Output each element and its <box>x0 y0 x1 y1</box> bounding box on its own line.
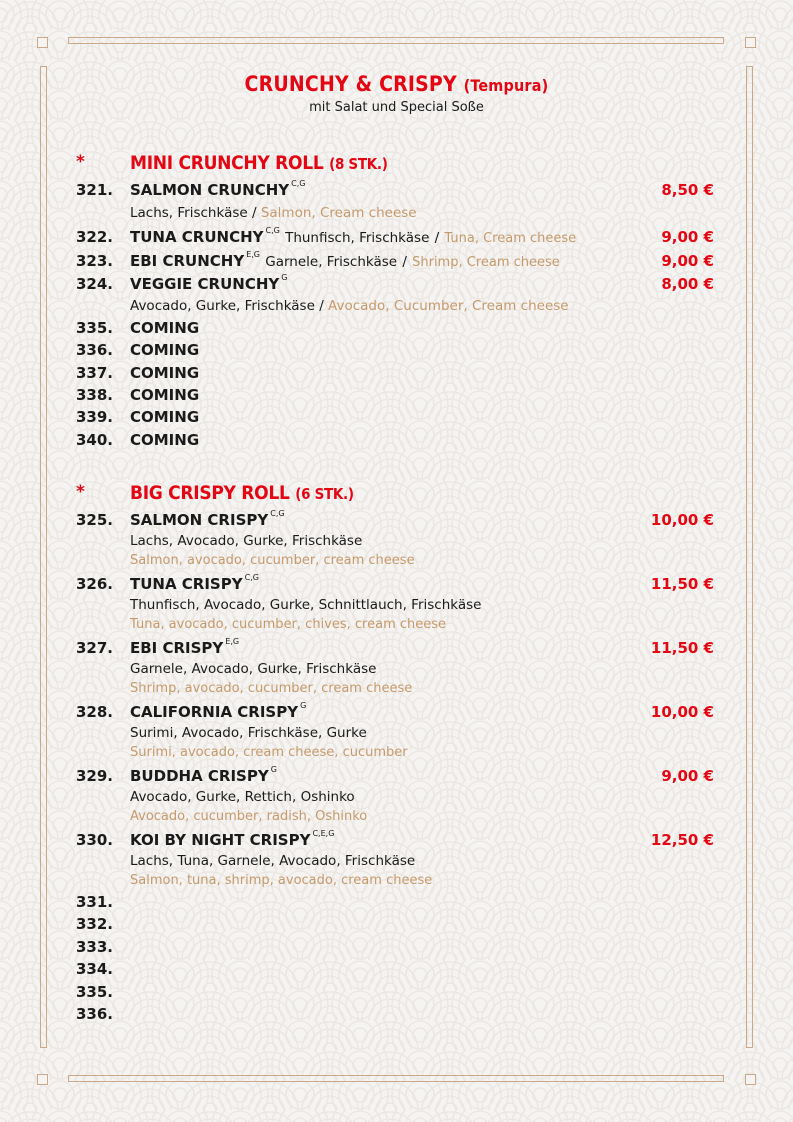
item-number: 335. <box>76 319 114 337</box>
item-desc-separator: / <box>319 298 324 314</box>
item-number: 336. <box>76 1005 114 1023</box>
item-desc-de: Lachs, Avocado, Gurke, Frischkäse <box>130 533 363 549</box>
menu-item <box>0 575 793 597</box>
item-allergens: C,G <box>244 573 259 582</box>
item-name <box>130 228 576 246</box>
section-star: * <box>76 482 85 502</box>
item-desc-en: Shrimp, avocado, cucumber, cream cheese <box>130 681 413 696</box>
coming-item <box>0 386 793 408</box>
item-name: COMING <box>130 341 200 359</box>
item-number: 321. <box>76 181 114 199</box>
item-price: 9,00 € <box>661 767 714 785</box>
page-title-main: CRUNCHY & CRISPY <box>244 72 457 96</box>
menu-item <box>0 767 793 789</box>
item-price: 9,00 € <box>661 228 714 246</box>
item-name-text: BUDDHA CRISPY <box>130 767 269 785</box>
page-header <box>0 72 793 115</box>
item-allergens: G <box>300 701 307 710</box>
item-desc-de: Thunfisch, Avocado, Gurke, Schnittlauch, Frischkäse <box>130 597 482 613</box>
item-desc-de: Garnele, Frischkäse <box>265 254 398 270</box>
item-number: 324. <box>76 275 114 293</box>
section-title <box>130 482 354 504</box>
menu-item <box>0 511 793 533</box>
item-number: 326. <box>76 575 114 593</box>
item-name: COMING <box>130 364 200 382</box>
page-title <box>0 72 793 96</box>
item-name <box>130 275 287 293</box>
item-number: 340. <box>76 431 114 449</box>
item-number: 329. <box>76 767 114 785</box>
item-number: 338. <box>76 386 114 404</box>
menu-item <box>0 639 793 661</box>
item-number: 327. <box>76 639 114 657</box>
item-name <box>130 703 306 721</box>
item-number: 322. <box>76 228 114 246</box>
item-name-text: VEGGIE CRUNCHY <box>130 275 280 293</box>
item-allergens: G <box>270 765 277 774</box>
item-number: 330. <box>76 831 114 849</box>
item-name <box>130 252 560 270</box>
item-name: COMING <box>130 431 200 449</box>
item-number: 337. <box>76 364 114 382</box>
page-subtitle: mit Salat und Special Soße <box>309 100 484 115</box>
menu-item <box>0 252 793 274</box>
item-allergens: E,G <box>225 637 240 646</box>
item-name-text: EBI CRISPY <box>130 639 224 657</box>
empty-item <box>0 938 793 960</box>
item-number: 333. <box>76 938 114 956</box>
item-price: 11,50 € <box>650 639 714 657</box>
item-desc-en: Tuna, Cream cheese <box>444 231 577 246</box>
empty-item <box>0 983 793 1005</box>
coming-item <box>0 341 793 363</box>
item-name-text: EBI CRUNCHY <box>130 252 245 270</box>
item-desc-de: Avocado, Gurke, Frischkäse <box>130 298 315 314</box>
item-desc-de: Lachs, Tuna, Garnele, Avocado, Frischkäse <box>130 853 416 869</box>
item-price: 10,00 € <box>650 511 714 529</box>
section-title-text: MINI CRUNCHY ROLL <box>130 152 324 174</box>
item-description <box>130 205 417 221</box>
item-desc-en: Salmon, avocado, cucumber, cream cheese <box>130 553 415 568</box>
item-name-text: KOI BY NIGHT CRISPY <box>130 831 311 849</box>
coming-item <box>0 408 793 430</box>
item-desc-de: Avocado, Gurke, Rettich, Oshinko <box>130 789 355 805</box>
menu-item <box>0 181 793 203</box>
item-name-text: CALIFORNIA CRISPY <box>130 703 299 721</box>
item-desc-de: Surimi, Avocado, Frischkäse, Gurke <box>130 725 367 741</box>
item-number: 335. <box>76 983 114 1001</box>
section-title <box>130 152 388 174</box>
item-desc-en: Tuna, avocado, cucumber, chives, cream cheese <box>130 617 447 632</box>
section-count: (6 STK.) <box>295 485 354 503</box>
item-desc-en: Avocado, Cucumber, Cream cheese <box>328 298 569 314</box>
item-number: 339. <box>76 408 114 426</box>
item-price: 8,50 € <box>661 181 714 199</box>
item-number: 325. <box>76 511 114 529</box>
coming-item <box>0 431 793 453</box>
empty-item <box>0 915 793 937</box>
item-desc-de: Thunfisch, Frischkäse <box>285 230 430 246</box>
section-title-text: BIG CRISPY ROLL <box>130 482 290 504</box>
item-name-text: TUNA CRISPY <box>130 575 243 593</box>
item-name-text: SALMON CRISPY <box>130 511 269 529</box>
section-heading-mini-crunchy <box>0 152 793 178</box>
item-allergens: E,G <box>246 250 260 259</box>
item-name: COMING <box>130 386 200 404</box>
section-count: (8 STK.) <box>329 155 388 173</box>
item-desc-en: Salmon, Cream cheese <box>260 205 417 221</box>
item-name-text: SALMON CRUNCHY <box>130 181 290 199</box>
item-price: 12,50 € <box>650 831 714 849</box>
item-price: 11,50 € <box>650 575 714 593</box>
item-price: 10,00 € <box>650 703 714 721</box>
item-price: 9,00 € <box>661 252 714 270</box>
item-number: 328. <box>76 703 114 721</box>
section-heading-big-crispy <box>0 482 793 508</box>
item-allergens: G <box>281 273 288 282</box>
empty-item <box>0 960 793 982</box>
section-star: * <box>76 152 85 172</box>
page-title-sub: (Tempura) <box>463 76 549 95</box>
item-number: 336. <box>76 341 114 359</box>
item-name <box>130 767 277 785</box>
menu-item <box>0 228 793 250</box>
item-name <box>130 511 285 529</box>
item-number: 334. <box>76 960 114 978</box>
menu-item <box>0 703 793 725</box>
item-allergens: C,E,G <box>312 829 335 838</box>
item-name <box>130 181 305 199</box>
item-desc-separator: / <box>402 254 407 270</box>
item-description <box>130 298 569 314</box>
empty-item <box>0 893 793 915</box>
item-number: 332. <box>76 915 114 933</box>
item-allergens: C,G <box>265 226 280 235</box>
item-name: COMING <box>130 319 200 337</box>
item-name <box>130 575 259 593</box>
item-desc-separator: / <box>434 230 440 246</box>
item-number: 331. <box>76 893 114 911</box>
item-name-text: TUNA CRUNCHY <box>130 228 264 246</box>
item-desc-de: Garnele, Avocado, Gurke, Frischkäse <box>130 661 377 677</box>
menu-item <box>0 831 793 853</box>
item-number: 323. <box>76 252 114 270</box>
empty-item <box>0 1005 793 1027</box>
menu-item <box>0 275 793 297</box>
item-name <box>130 831 334 849</box>
item-allergens: C,G <box>291 179 306 188</box>
item-price: 8,00 € <box>661 275 714 293</box>
coming-item <box>0 319 793 341</box>
item-desc-en: Shrimp, Cream cheese <box>412 255 560 270</box>
item-desc-de: Lachs, Frischkäse <box>130 205 248 221</box>
item-name <box>130 639 239 657</box>
coming-item <box>0 364 793 386</box>
item-desc-en: Surimi, avocado, cream cheese, cucumber <box>130 745 408 760</box>
item-desc-en: Salmon, tuna, shrimp, avocado, cream cheese <box>130 873 433 888</box>
item-name: COMING <box>130 408 200 426</box>
item-desc-separator: / <box>251 205 257 221</box>
item-desc-en: Avocado, cucumber, radish, Oshinko <box>130 809 368 824</box>
item-allergens: C,G <box>270 509 285 518</box>
